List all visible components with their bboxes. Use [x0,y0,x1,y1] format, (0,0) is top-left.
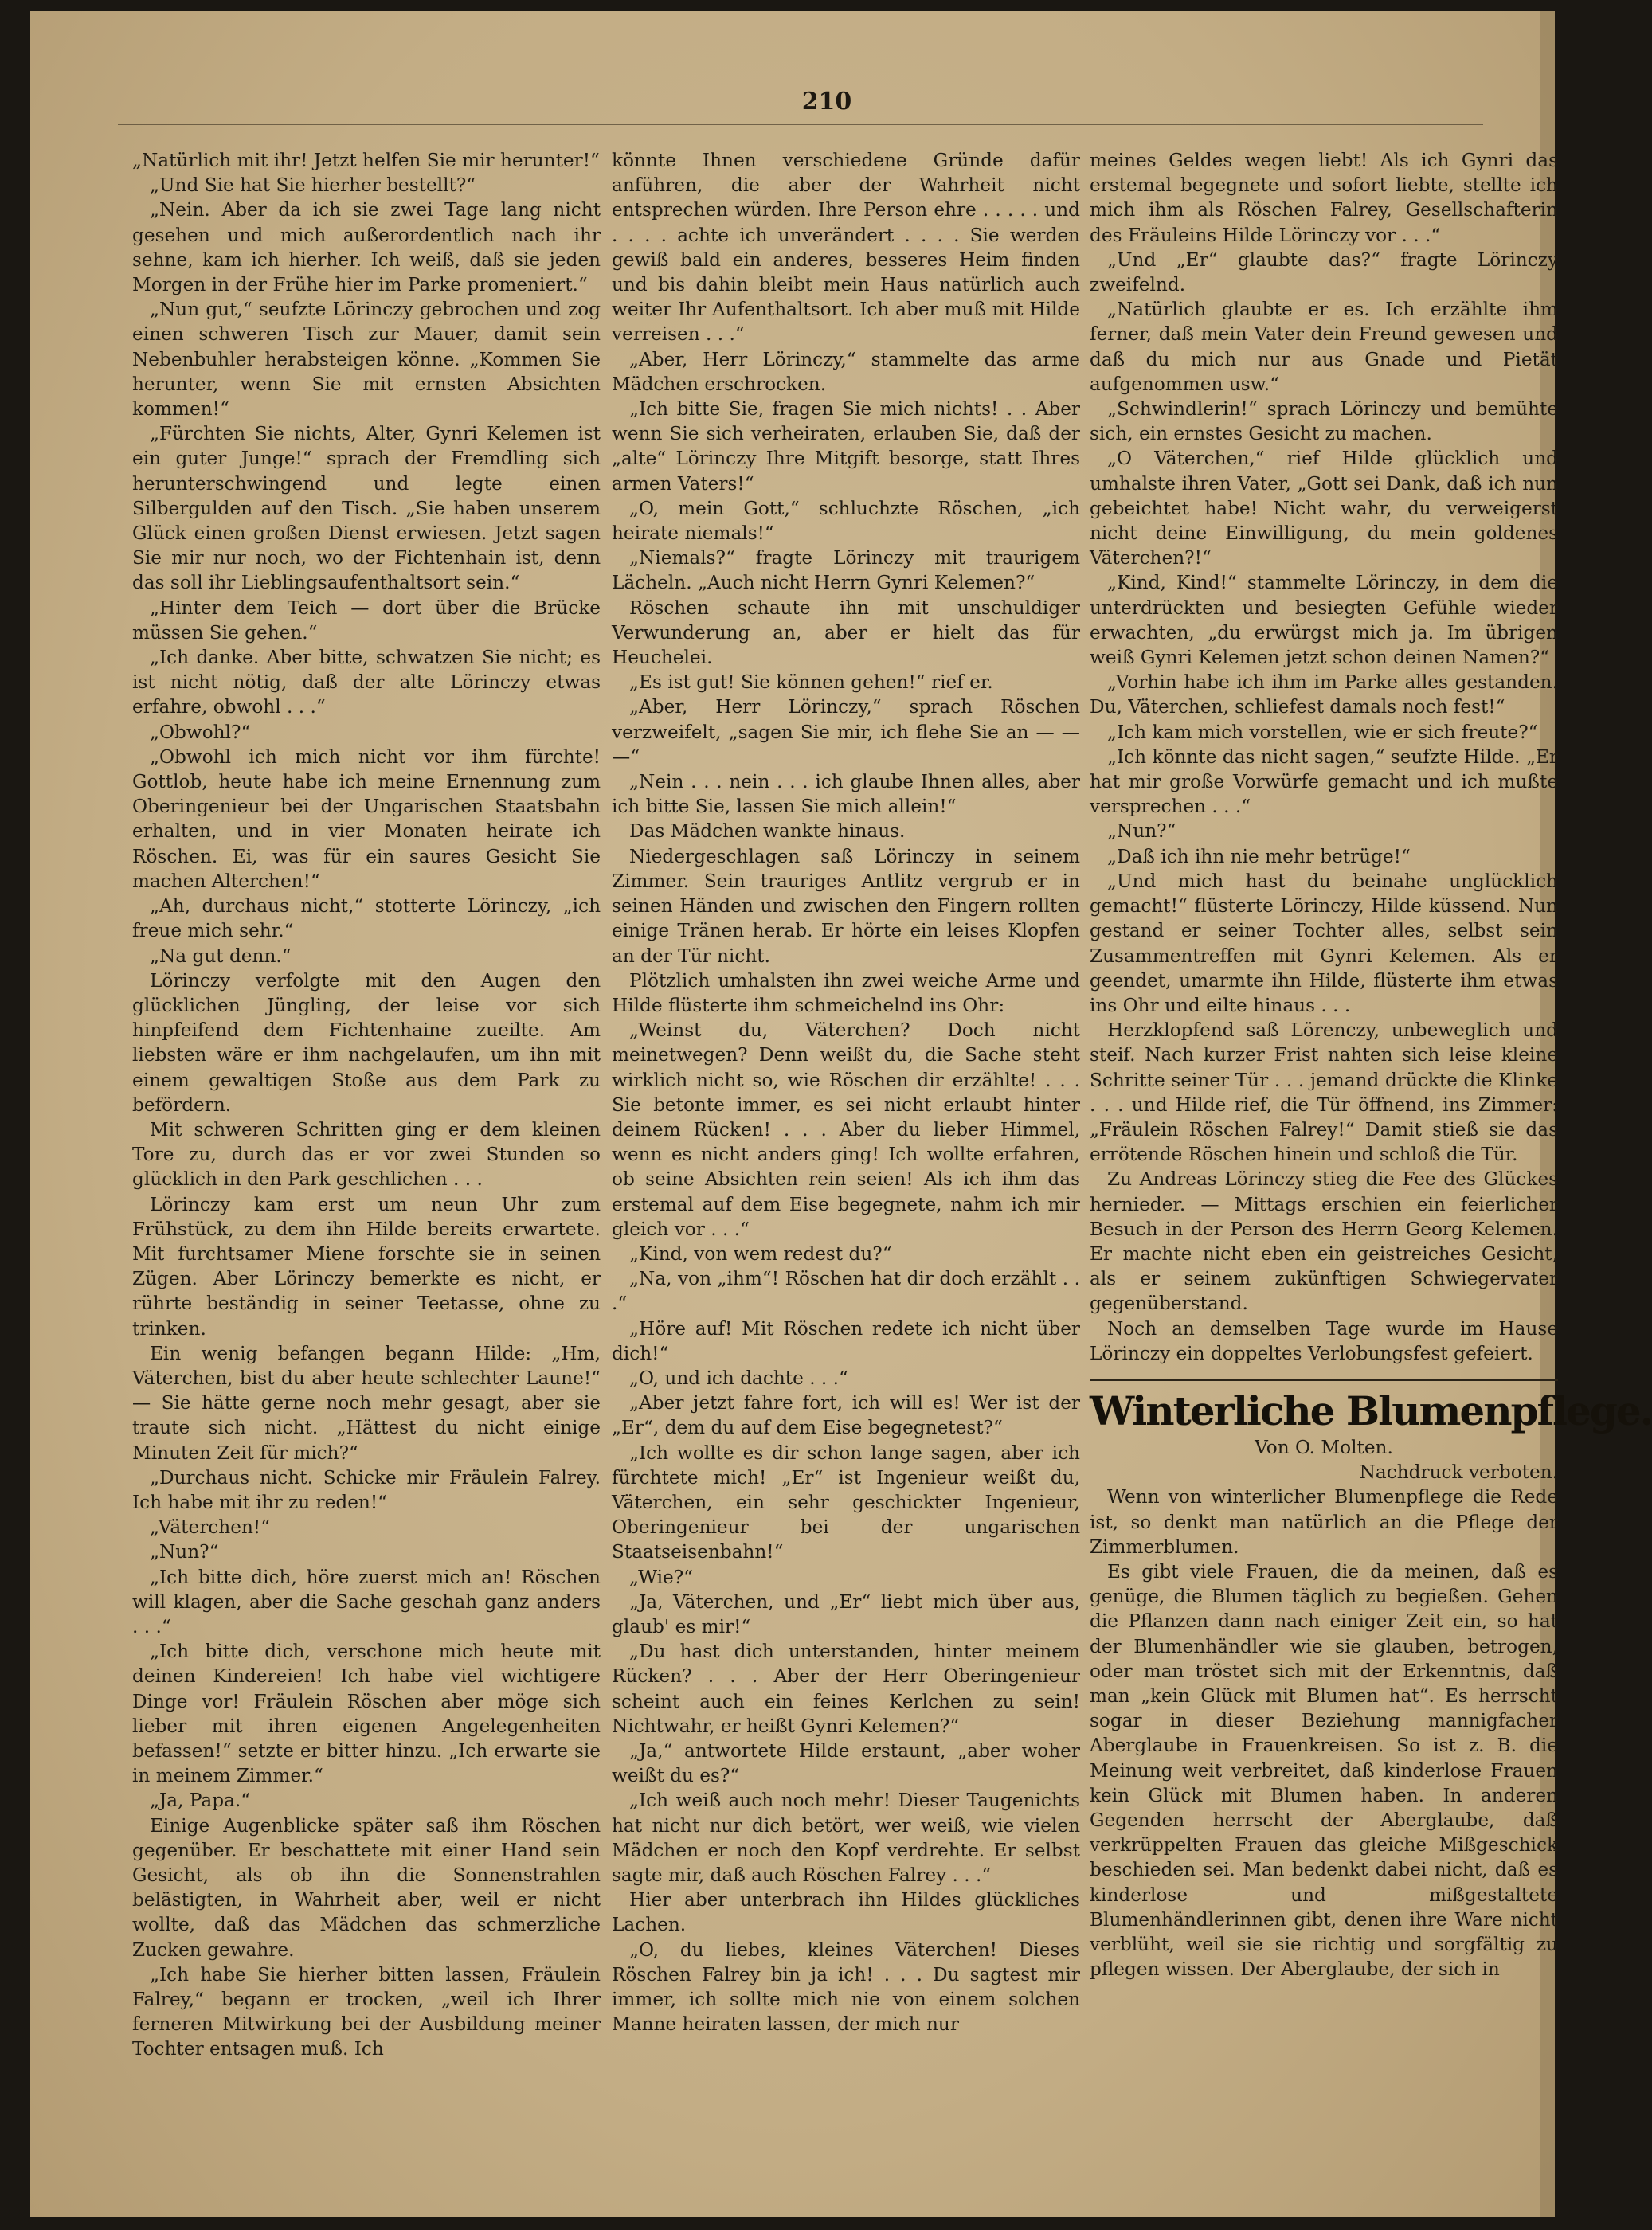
paragraph: „Na gut denn.“ [150,945,292,967]
paragraph: Wenn von winterlicher Blumenpflege die Rede ist, so denkt man natürlich an die Pflege der Zimmerblumen. [1090,1486,1558,1558]
paragraph: „Wie?“ [629,1566,694,1588]
article-byline: Von O. Molten. [1255,1436,1393,1458]
paragraph: könnte Ihnen verschiedene Gründe dafür anführen, die aber der Wahrheit nicht entsprechen würden. Ihre Person ehre . . . . . und . . . . achte ich unverändert . . . . Sie werden gewiß bald ein anderes, besseres Heim finden und bis dahin bleibt mein Haus natürlich auch weiter Ihr Aufenthaltsort. Ich aber muß mit Hilde verreisen . . .“ [612,150,1080,346]
paragraph: „O, du liebes, kleines Väterchen! Dieses Röschen Falrey bin ja ich! . . . Du sagtest mir immer, ich sollte mich nie von einem solchen Manne heiraten lassen, der mich nur [612,1939,1080,2036]
column-2 [612,148,1080,2075]
paragraph: „Hinter dem Teich — dort über die Brücke müssen Sie gehen.“ [132,597,601,644]
paragraph: meines Geldes wegen liebt! Als ich Gynri das erstemal begegnete und sofort liebte, stellte ich mich ihm als Röschen Falrey, Gesellschafterin des Fräuleins Hilde Lörinczy vor . . .“ [1090,150,1558,246]
column-3 [1090,148,1652,2075]
paragraph: „Weinst du, Väterchen? Doch nicht meinetwegen? Denn weißt du, die Sache steht wirklich nicht so, wie Röschen dir erzählte! . . . Sie betonte immer, es sei nicht erlaubt hinter deinem Rücken! . . . Aber du lieber Himmel, wenn es nicht anders ging! Ich wollte erfahren, ob seine Absichten rein seien! Als ich ihm das erstemal auf dem Eise begegnete, nahm ich mir gleich vor . . .“ [612,1019,1080,1240]
paragraph: Zu Andreas Lörinczy stieg die Fee des Glückes hernieder. — Mittags erschien ein feierlicher Besuch in der Person des Herrn Georg Kelemen. Er machte nicht eben ein geistreiches Gesicht, als er seinem zukünftigen Schwiegervater gegenüberstand. [1090,1168,1558,1315]
paragraph: „Und Sie hat Sie hierher bestellt?“ [150,174,476,197]
paragraph: „Ich bitte dich, verschone mich heute mit deinen Kindereien! Ich habe viel wichtigere Dinge vor! Fräulein Röschen aber möge sich lieber mit ihren eigenen Angelegenheiten befassen!“ setzte er bitter hinzu. „Ich erwarte sie in meinem Zimmer.“ [132,1641,601,1787]
paragraph: „O Väterchen,“ rief Hilde glücklich und umhalste ihren Vater, „Gott sei Dank, daß ich nun gebeichtet habe! Nicht wahr, du verweigerst nicht deine Einwilligung, du mein goldenes Väterchen?!“ [1090,448,1558,569]
paragraph: Herzklopfend saß Lörenczy, unbeweglich und steif. Nach kurzer Frist nahten sich leise kleine Schritte seiner Tür . . . jemand drückte die Klinke . . . und Hilde rief, die Tür öffnend, ins Zimmer: „Fräulein Röschen Falrey!“ Damit stieß sie das errötende Röschen hinein und schloß die Tür. [1090,1019,1558,1166]
paragraph: Röschen schaute ihn mit unschuldiger Verwunderung an, aber er hielt das für Heuchelei. [612,597,1080,669]
paragraph: „Du hast dich unterstanden, hinter meinem Rücken? . . . Aber der Herr Oberingenieur scheint auch ein feines Kerlchen zu sein! Nichtwahr, er heißt Gynri Kelemen?“ [612,1641,1080,1737]
paragraph: „Niemals?“ fragte Lörinczy mit traurigem Lächeln. „Auch nicht Herrn Gynri Kelemen?“ [612,547,1080,594]
paragraph: „Ja, Papa.“ [150,1790,251,1812]
paragraph: „Natürlich glaubte er es. Ich erzählte ihm ferner, daß mein Vater dein Freund gewesen und daß du mich nur aus Gnade und Pietät aufgenommen usw.“ [1090,299,1558,395]
paragraph: „Ah, durchaus nicht,“ stotterte Lörinczy, „ich freue mich sehr.“ [132,895,601,942]
paragraph: „Ja,“ antwortete Hilde erstaunt, „aber woher weißt du es?“ [612,1740,1080,1787]
paragraph: „Nun gut,“ seufzte Lörinczy gebrochen und zog einen schweren Tisch zur Mauer, damit sein Nebenbuhler herabsteigen könne. „Kommen Sie herunter, wenn Sie mit ernsten Absichten kommen!“ [132,299,601,421]
paragraph: Einige Augenblicke später saß ihm Röschen gegenüber. Er beschattete mit einer Hand sein Gesicht, als ob ihn die Sonnenstrahlen belästigten, in Wahrheit aber, weil er nicht wollte, daß das Mädchen das schmerzliche Zucken gewahre. [132,1814,601,1961]
paragraph: „Ich habe Sie hierher bitten lassen, Fräulein Falrey,“ begann er trocken, „weil ich Ihrer ferneren Mitwirkung bei der Ausbildung meiner Tochter entsagen muß. Ich [132,1963,601,2060]
paragraph: „Väterchen!“ [150,1516,271,1539]
paragraph: „Obwohl ich mich nicht vor ihm fürchte! Gottlob, heute habe ich meine Ernennung zum Oberingenieur bei der Ungarischen Staatsbahn erhalten, und in vier Monaten heirate ich Röschen. Ei, was für ein saures Gesicht Sie machen Alterchen!“ [132,745,601,892]
paragraph: „Ja, Väterchen, und „Er“ liebt mich über aus, glaub' es mir!“ [612,1590,1080,1637]
paragraph: „Nun?“ [1107,820,1176,843]
paragraph: Lörinczy kam erst um neun Uhr zum Frühstück, zu dem ihn Hilde bereits erwartete. Mit furchtsamer Miene forschte sie in seinen Zügen. Aber Lörinczy bemerkte es nicht, er rührte beständig in seiner Teetasse, ohne zu trinken. [132,1193,601,1340]
paragraph: „Und mich hast du beinahe unglücklich gemacht!“ flüsterte Lörinczy, Hilde küssend. Nun gestand er seiner Tochter alles, selbst sein Zusammentreffen mit Gynri Kelemen. Als er geendet, umarmte ihn Hilde, flüsterte ihm etwas ins Ohr und eilte hinaus . . . [1090,870,1558,1016]
paragraph: „Es ist gut! Sie können gehen!“ rief er. [629,671,993,694]
paragraph: „Kind, Kind!“ stammelte Lörinczy, in dem die unterdrückten und besiegten Gefühle wieder erwachten, „du erwürgst mich ja. Im übrigen weiß Gynri Kelemen jetzt schon deinen Namen?“ [1090,572,1558,669]
paragraph: „Und „Er“ glaubte das?“ fragte Lörinczy zweifelnd. [1090,248,1558,296]
paragraph: Noch an demselben Tage wurde im Hause Lörinczy ein doppeltes Verlobungsfest gefeiert. [1090,1317,1558,1364]
paragraph: „Nein . . . nein . . . ich glaube Ihnen alles, aber ich bitte Sie, lassen Sie mich allein!“ [612,771,1080,818]
paragraph: „Natürlich mit ihr! Jetzt helfen Sie mir herunter!“ [132,150,600,171]
paragraph: „Aber, Herr Lörinczy,“ sprach Röschen verzweifelt, „sagen Sie mir, ich flehe Sie an — — —“ [612,696,1080,768]
paragraph: „Ich danke. Aber bitte, schwatzen Sie nicht; es ist nicht nötig, daß der alte Lörinczy etwas erfahre, obwohl . . .“ [132,647,601,718]
paragraph: „O, und ich dachte . . .“ [629,1367,848,1389]
column-1 [132,148,601,2075]
paragraph: Mit schweren Schritten ging er dem kleinen Tore zu, durch das er vor zwei Stunden so glücklich in den Park geschlichen . . . [132,1118,601,1191]
paragraph: „Ich kam mich vorstellen, wie er sich freute?“ [1107,721,1538,743]
paragraph: „Ich könnte das nicht sagen,“ seufzte Hilde. „Er hat mir große Vorwürfe gemacht und ich mußte versprechen . . .“ [1090,745,1558,818]
paragraph: „Aber jetzt fahre fort, ich will es! Wer ist der „Er“, dem du auf dem Eise begegnetest?“ [612,1392,1080,1439]
paragraph: Es gibt viele Frauen, die da meinen, daß es genüge, die Blumen täglich zu begießen. Gehen die Pflanzen dann nach einiger Zeit ein, so hat der Blumenhändler wie sie glauben, betrogen, oder man tröstet sich mit der Erkenntnis, daß man „kein Glück mit Blumen hat“. Es herrscht sogar in dieser Beziehung mannigfacher Aberglaube in Frauenkreisen. So ist z. B. die Meinung weit verbreitet, daß kinderlose Frauen kein Glück mit Blumen haben. In anderen Gegenden herrscht der Aberglaube, daß verkrüppelten Frauen das gleiche Mißgeschick beschieden sei. Man bedenkt dabei nicht, daß es kinderlose und mißgestaltete Blumenhändlerinnen gibt, denen ihre Ware nicht verblüht, weil sie sie richtig und sorgfältig zu pflegen wissen. Der Aberglaube, der sich in [1090,1560,1558,1981]
paragraph: „Durchaus nicht. Schicke mir Fräulein Falrey. Ich habe mit ihr zu reden!“ [132,1466,601,1513]
paragraph: Hier aber unterbrach ihn Hildes glückliches Lachen. [612,1889,1080,1936]
paragraph: „Höre auf! Mit Röschen redete ich nicht über dich!“ [612,1317,1080,1364]
paragraph: „Ich weiß auch noch mehr! Dieser Taugenichts hat nicht nur dich betört, wer weiß, wie vielen Mädchen er noch den Kopf verdrehte. Er selbst sagte mir, daß auch Röschen Falrey . . .“ [612,1790,1080,1887]
paragraph: „Ich bitte dich, höre zuerst mich an! Röschen will klagen, aber die Sache geschah ganz anders . . .“ [132,1566,601,1637]
newspaper-page [30,11,1652,2217]
paragraph: „Kind, von wem redest du?“ [629,1242,892,1265]
paragraph: „Ich bitte Sie, fragen Sie mich nichts! . . Aber wenn Sie sich verheiraten, erlauben Sie, daß der „alte“ Lörinczy Ihre Mitgift besorge, statt Ihres armen Vaters!“ [612,398,1080,495]
paragraph: „Aber, Herr Lörinczy,“ stammelte das arme Mädchen erschrocken. [612,348,1080,395]
page-number: 210 [801,88,852,115]
paragraph: „Schwindlerin!“ sprach Lörinczy und bemühte sich, ein ernstes Gesicht zu machen. [1090,398,1558,445]
article-headline: Winterliche Blumenpflege. [1090,1387,1652,1434]
paragraph: „Na, von „ihm“! Röschen hat dir doch erzählt . . .“ [612,1268,1080,1315]
paragraph: „Nein. Aber da ich sie zwei Tage lang nicht gesehen und mich außerordentlich nach ihr sehne, kam ich hierher. Ich weiß, daß sie jeden Morgen in der Frühe hier im Parke promeniert.“ [132,199,601,296]
paragraph: „Fürchten Sie nichts, Alter, Gynri Kelemen ist ein guter Junge!“ sprach der Fremdling sich herunterschwingend und legte einen Silbergulden auf den Tisch. „Sie haben unserem Glück einen großen Dienst erwiesen. Jetzt sagen Sie mir nur noch, wo der Fichtenhain ist, denn das soll ihr Lieblingsaufenthaltsort sein.“ [132,423,601,594]
paragraph: Ein wenig befangen begann Hilde: „Hm, Väterchen, bist du aber heute schlechter Laune!“ — Sie hätte gerne noch mehr gesagt, aber sie traute sich nicht. „Hättest du nicht einige Minuten Zeit für mich?“ [132,1342,601,1464]
paragraph: Lörinczy verfolgte mit den Augen den glücklichen Jüngling, der leise vor sich hinpfeifend dem Fichtenhaine zueilte. Am liebsten wäre er ihm nachgelaufen, um ihn mit einem gewaltigen Stoße aus dem Park zu befördern. [132,969,601,1116]
paragraph: Niedergeschlagen saß Lörinczy in seinem Zimmer. Sein trauriges Antlitz vergrub er in seinen Händen und zwischen den Fingern rollten einige Tränen herab. Er hörte ein leises Klopfen an der Tür nicht. [612,845,1080,967]
paragraph: Plötzlich umhalsten ihn zwei weiche Arme und Hilde flüsterte ihm schmeichelnd ins Ohr: [612,969,1080,1016]
reprint-notice: Nachdruck verboten. [1359,1461,1558,1484]
paragraph: „Nun?“ [150,1541,219,1563]
header-rule [118,123,1483,125]
paragraph: „Daß ich ihn nie mehr betrüge!“ [1107,845,1411,867]
paragraph: „Vorhin habe ich ihm im Parke alles gestanden. Du, Väterchen, schliefest damals noch fest!“ [1090,671,1558,718]
paragraph: „O, mein Gott,“ schluchzte Röschen, „ich heirate niemals!“ [612,497,1080,545]
section-divider [1090,1379,1558,1381]
paragraph: Das Mädchen wankte hinaus. [629,820,906,843]
paragraph: „Ich wollte es dir schon lange sagen, aber ich fürchtete mich! „Er“ ist Ingenieur weißt du, Väterchen, ein sehr geschickter Ingenieur, Oberingenieur bei der ungarischen Staatseisenbahn!“ [612,1442,1080,1563]
paragraph: „Obwohl?“ [150,721,251,743]
